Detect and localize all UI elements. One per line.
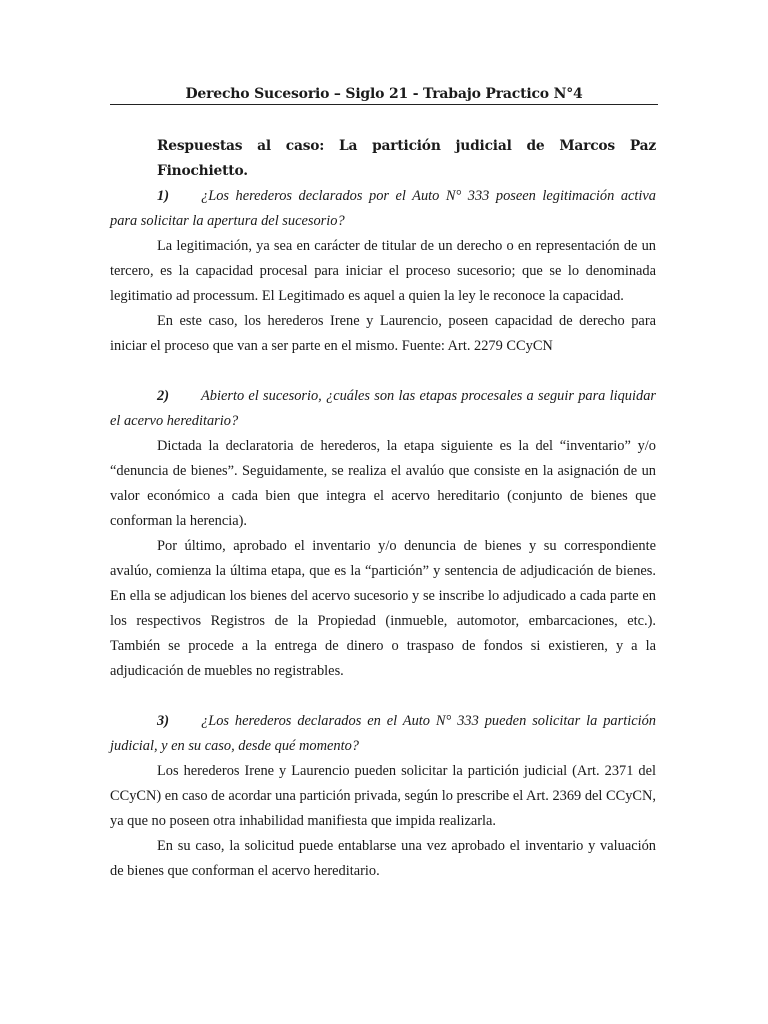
answer-paragraph: La legitimación, ya sea en carácter de titular de un derecho o en representación de un tercero, es la capacidad procesal para iniciar el proceso sucesorio; que se lo denominada legitimatio ad processum. El Legitimado es aquel a quien la ley le reconoce la capacidad. bbox=[110, 238, 656, 304]
question-1 bbox=[110, 184, 656, 234]
answer-paragraph: Por último, aprobado el inventario y/o denuncia de bienes y su correspondiente avalúo, comienza la última etapa, que es la “partición” y sentencia de adjudicación de bienes. En ella se adjudican los bienes del acervo sucesorio y se inscribe lo adjudicado a cada parte en los respectivos Registros de la Propiedad (inmueble, automotor, embarcaciones, etc.). También se procede a la entrega de dinero o traspaso de fondos si existieren, y a la adjudicación de muebles no registrables. bbox=[110, 538, 656, 679]
section-1 bbox=[110, 184, 656, 359]
question-text: ¿Los herederos declarados en el Auto N° 333 pueden solicitar la partición judicial, y en su caso, desde qué momento? bbox=[110, 713, 656, 754]
question-3 bbox=[110, 709, 656, 759]
section-spacer bbox=[110, 684, 656, 709]
document-body bbox=[110, 134, 656, 884]
header-divider bbox=[110, 104, 658, 105]
question-number: 2) bbox=[157, 388, 169, 404]
case-title: Respuestas al caso: La partición judicial de Marcos Paz Finochietto. bbox=[157, 138, 656, 179]
question-2 bbox=[110, 384, 656, 434]
question-number: 3) bbox=[157, 713, 169, 729]
question-text: ¿Los herederos declarados por el Auto N° 333 poseen legitimación activa para solicitar la apertura del sucesorio? bbox=[110, 188, 656, 229]
question-text: Abierto el sucesorio, ¿cuáles son las etapas procesales a seguir para liquidar el acervo hereditario? bbox=[110, 388, 656, 429]
answer-paragraph: Dictada la declaratoria de herederos, la etapa siguiente es la del “inventario” y/o “denuncia de bienes”. Seguidamente, se realiza el avalúo que consiste en la asignación de un valor económico a cada bien que integra el acervo hereditario (conjunto de bienes que conforman la herencia). bbox=[110, 438, 656, 529]
section-spacer bbox=[110, 359, 656, 384]
section-3 bbox=[110, 709, 656, 884]
answer-paragraph: En este caso, los herederos Irene y Laurencio, poseen capacidad de derecho para iniciar el proceso que van a ser parte en el mismo. Fuente: Art. 2279 CCyCN bbox=[110, 313, 656, 354]
answer-paragraph: En su caso, la solicitud puede entablarse una vez aprobado el inventario y valuación de bienes que conforman el acervo hereditario. bbox=[110, 838, 656, 879]
question-number: 1) bbox=[157, 188, 169, 204]
section-2 bbox=[110, 384, 656, 684]
document-header: Derecho Sucesorio – Siglo 21 - Trabajo Practico N°4 bbox=[185, 86, 583, 102]
answer-paragraph: Los herederos Irene y Laurencio pueden solicitar la partición judicial (Art. 2371 del CCyCN) en caso de acordar una partición privada, según lo prescribe el Art. 2369 del CCyCN, ya que no poseen otra inhabilidad manifiesta que impida realizarla. bbox=[110, 763, 656, 829]
